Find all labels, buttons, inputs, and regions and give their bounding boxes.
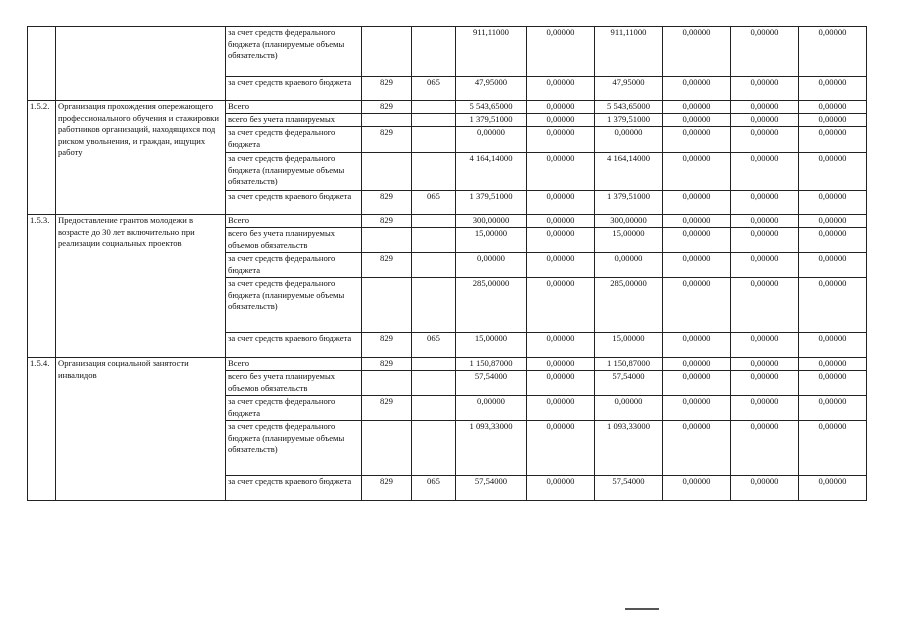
amount-cell: 1 379,51000 <box>456 191 527 215</box>
amount-cell: 0,00000 <box>527 421 595 476</box>
row-description: за счет средств федерального бюджета (планируемые объемы обязательств) <box>226 27 362 77</box>
grbs-code: 829 <box>362 77 412 101</box>
section-code <box>412 371 456 396</box>
section-code <box>412 421 456 476</box>
amount-cell: 911,11000 <box>456 27 527 77</box>
amount-cell: 0,00000 <box>799 191 867 215</box>
table-row <box>28 215 867 228</box>
amount-cell: 0,00000 <box>456 253 527 278</box>
grbs-code <box>362 278 412 333</box>
amount-cell: 0,00000 <box>799 114 867 127</box>
amount-cell: 4 164,14000 <box>595 153 663 191</box>
section-code <box>412 127 456 153</box>
amount-cell: 0,00000 <box>731 153 799 191</box>
amount-cell: 1 150,87000 <box>595 358 663 371</box>
amount-cell: 0,00000 <box>799 215 867 228</box>
amount-cell: 0,00000 <box>663 101 731 114</box>
amount-cell: 285,00000 <box>456 278 527 333</box>
amount-cell: 0,00000 <box>527 358 595 371</box>
amount-cell: 911,11000 <box>595 27 663 77</box>
section-code <box>412 153 456 191</box>
grbs-code: 829 <box>362 396 412 421</box>
amount-cell: 1 093,33000 <box>456 421 527 476</box>
amount-cell: 0,00000 <box>527 253 595 278</box>
row-description: за счет средств краевого бюджета <box>226 191 362 215</box>
amount-cell: 0,00000 <box>799 421 867 476</box>
section-code <box>412 278 456 333</box>
amount-cell: 0,00000 <box>663 358 731 371</box>
amount-cell: 1 150,87000 <box>456 358 527 371</box>
grbs-code: 829 <box>362 476 412 501</box>
amount-cell: 0,00000 <box>527 153 595 191</box>
index-cell <box>28 27 56 101</box>
grbs-code <box>362 421 412 476</box>
table-row <box>28 358 867 371</box>
amount-cell: 0,00000 <box>456 396 527 421</box>
amount-cell: 0,00000 <box>663 114 731 127</box>
row-description: всего без учета планируемых объемов обязательств <box>226 371 362 396</box>
section-code <box>412 101 456 114</box>
row-description: Всего <box>226 101 362 114</box>
amount-cell: 0,00000 <box>527 114 595 127</box>
amount-cell: 57,54000 <box>595 476 663 501</box>
amount-cell: 0,00000 <box>527 396 595 421</box>
section-code: 065 <box>412 476 456 501</box>
amount-cell: 1 379,51000 <box>595 114 663 127</box>
amount-cell: 0,00000 <box>731 127 799 153</box>
row-description: всего без учета планируемых <box>226 114 362 127</box>
amount-cell: 0,00000 <box>663 215 731 228</box>
grbs-code <box>362 153 412 191</box>
amount-cell: 0,00000 <box>663 77 731 101</box>
row-description: за счет средств федерального бюджета <box>226 396 362 421</box>
row-description: за счет средств федерального бюджета (планируемые объемы обязательств) <box>226 278 362 333</box>
amount-cell: 0,00000 <box>527 371 595 396</box>
amount-cell: 0,00000 <box>799 396 867 421</box>
section-code: 065 <box>412 77 456 101</box>
amount-cell: 57,54000 <box>456 476 527 501</box>
amount-cell: 0,00000 <box>731 228 799 253</box>
amount-cell: 47,95000 <box>456 77 527 101</box>
grbs-code <box>362 114 412 127</box>
row-description: Всего <box>226 215 362 228</box>
amount-cell: 0,00000 <box>663 127 731 153</box>
amount-cell: 5 543,65000 <box>456 101 527 114</box>
row-description: всего без учета планируемых объемов обязательств <box>226 228 362 253</box>
amount-cell: 0,00000 <box>527 476 595 501</box>
section-code <box>412 114 456 127</box>
row-description: за счет средств федерального бюджета <box>226 253 362 278</box>
amount-cell: 0,00000 <box>799 27 867 77</box>
amount-cell: 0,00000 <box>799 127 867 153</box>
amount-cell: 0,00000 <box>731 101 799 114</box>
row-description: за счет средств федерального бюджета (планируемые объемы обязательств) <box>226 153 362 191</box>
amount-cell: 0,00000 <box>663 27 731 77</box>
amount-cell: 0,00000 <box>731 77 799 101</box>
amount-cell: 0,00000 <box>731 114 799 127</box>
amount-cell: 0,00000 <box>527 228 595 253</box>
section-code <box>412 358 456 371</box>
budget-table <box>27 26 867 501</box>
amount-cell: 0,00000 <box>731 476 799 501</box>
amount-cell: 0,00000 <box>731 191 799 215</box>
grbs-code: 829 <box>362 191 412 215</box>
amount-cell: 0,00000 <box>731 333 799 358</box>
amount-cell: 0,00000 <box>595 127 663 153</box>
amount-cell: 0,00000 <box>527 278 595 333</box>
amount-cell: 0,00000 <box>456 127 527 153</box>
section-code <box>412 215 456 228</box>
amount-cell: 0,00000 <box>799 358 867 371</box>
amount-cell: 4 164,14000 <box>456 153 527 191</box>
amount-cell: 0,00000 <box>731 396 799 421</box>
grbs-code <box>362 371 412 396</box>
table-row <box>28 101 867 114</box>
amount-cell: 47,95000 <box>595 77 663 101</box>
amount-cell: 0,00000 <box>527 191 595 215</box>
amount-cell: 0,00000 <box>799 333 867 358</box>
section-code <box>412 253 456 278</box>
amount-cell: 0,00000 <box>799 77 867 101</box>
amount-cell: 5 543,65000 <box>595 101 663 114</box>
amount-cell: 1 379,51000 <box>595 191 663 215</box>
grbs-code: 829 <box>362 253 412 278</box>
section-index: 1.5.2. <box>28 101 56 215</box>
section-code <box>412 228 456 253</box>
amount-cell: 0,00000 <box>731 278 799 333</box>
amount-cell: 0,00000 <box>731 371 799 396</box>
amount-cell: 0,00000 <box>731 358 799 371</box>
section-name: Предоставление грантов молодежи в возрасте до 30 лет включительно при реализации социальных проектов <box>56 215 226 358</box>
amount-cell: 57,54000 <box>595 371 663 396</box>
grbs-code <box>362 27 412 77</box>
amount-cell: 0,00000 <box>663 253 731 278</box>
amount-cell: 0,00000 <box>527 77 595 101</box>
amount-cell: 0,00000 <box>663 153 731 191</box>
row-description: за счет средств федерального бюджета <box>226 127 362 153</box>
row-description: за счет средств краевого бюджета <box>226 77 362 101</box>
amount-cell: 0,00000 <box>799 371 867 396</box>
amount-cell: 15,00000 <box>456 228 527 253</box>
amount-cell: 1 379,51000 <box>456 114 527 127</box>
amount-cell: 0,00000 <box>663 191 731 215</box>
section-index: 1.5.3. <box>28 215 56 358</box>
amount-cell: 285,00000 <box>595 278 663 333</box>
amount-cell: 300,00000 <box>456 215 527 228</box>
amount-cell: 0,00000 <box>799 101 867 114</box>
row-description: Всего <box>226 358 362 371</box>
scan-mark <box>625 608 659 610</box>
row-description: за счет средств федерального бюджета (планируемые объемы обязательств) <box>226 421 362 476</box>
section-code <box>412 27 456 77</box>
amount-cell: 0,00000 <box>731 253 799 278</box>
amount-cell: 0,00000 <box>663 371 731 396</box>
grbs-code: 829 <box>362 358 412 371</box>
amount-cell: 0,00000 <box>663 421 731 476</box>
amount-cell: 0,00000 <box>731 215 799 228</box>
amount-cell: 0,00000 <box>663 333 731 358</box>
table-row <box>28 27 867 77</box>
section-name: Организация социальной занятости инвалидов <box>56 358 226 501</box>
amount-cell: 0,00000 <box>527 215 595 228</box>
activity-name <box>56 27 226 101</box>
amount-cell: 0,00000 <box>527 127 595 153</box>
section-code <box>412 396 456 421</box>
grbs-code <box>362 228 412 253</box>
amount-cell: 0,00000 <box>731 27 799 77</box>
amount-cell: 0,00000 <box>799 253 867 278</box>
row-description: за счет средств краевого бюджета <box>226 333 362 358</box>
amount-cell: 0,00000 <box>731 421 799 476</box>
row-description: за счет средств краевого бюджета <box>226 476 362 501</box>
amount-cell: 57,54000 <box>456 371 527 396</box>
amount-cell: 0,00000 <box>663 228 731 253</box>
amount-cell: 300,00000 <box>595 215 663 228</box>
grbs-code: 829 <box>362 215 412 228</box>
table-body <box>28 27 867 501</box>
amount-cell: 0,00000 <box>799 278 867 333</box>
grbs-code: 829 <box>362 101 412 114</box>
grbs-code: 829 <box>362 333 412 358</box>
section-name: Организация прохождения опережающего профессионального обучения и стажировки работников организаций, находящихся под риском увольнения, и граждан, ищущих работу <box>56 101 226 215</box>
amount-cell: 0,00000 <box>799 228 867 253</box>
amount-cell: 15,00000 <box>595 333 663 358</box>
amount-cell: 0,00000 <box>527 333 595 358</box>
amount-cell: 15,00000 <box>595 228 663 253</box>
amount-cell: 0,00000 <box>663 396 731 421</box>
grbs-code: 829 <box>362 127 412 153</box>
section-code: 065 <box>412 191 456 215</box>
amount-cell: 0,00000 <box>799 476 867 501</box>
section-index: 1.5.4. <box>28 358 56 501</box>
amount-cell: 0,00000 <box>663 476 731 501</box>
amount-cell: 0,00000 <box>527 27 595 77</box>
section-code: 065 <box>412 333 456 358</box>
amount-cell: 1 093,33000 <box>595 421 663 476</box>
amount-cell: 0,00000 <box>663 278 731 333</box>
amount-cell: 0,00000 <box>799 153 867 191</box>
amount-cell: 15,00000 <box>456 333 527 358</box>
amount-cell: 0,00000 <box>595 396 663 421</box>
amount-cell: 0,00000 <box>595 253 663 278</box>
amount-cell: 0,00000 <box>527 101 595 114</box>
